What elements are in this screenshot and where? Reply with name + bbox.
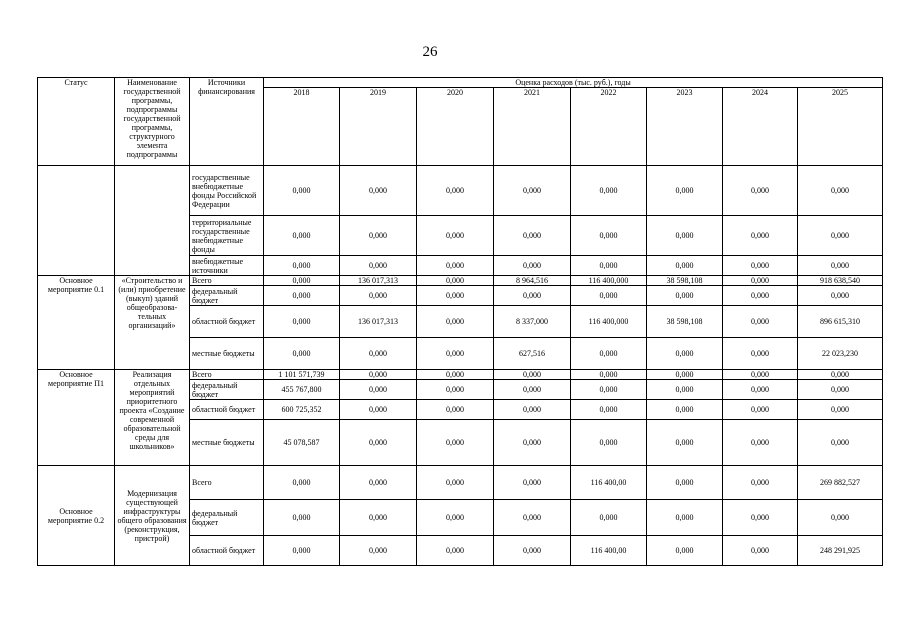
value-cell: 455 767,800 xyxy=(264,380,340,400)
value-cell: 0,000 xyxy=(647,380,723,400)
value-cell: 0,000 xyxy=(723,216,798,256)
value-cell: 116 400,000 xyxy=(571,306,647,338)
value-cell: 0,000 xyxy=(340,536,417,566)
value-cell: 0,000 xyxy=(264,500,340,536)
value-cell: 0,000 xyxy=(417,256,494,276)
value-cell: 0,000 xyxy=(494,166,571,216)
source-cell: федеральный бюджет xyxy=(190,286,264,306)
name-cell: «Строительство и (или) приобретение (выкуп) зданий общеобразова-тельных организаций» xyxy=(115,276,190,370)
source-cell: местные бюджеты xyxy=(190,420,264,466)
value-cell: 0,000 xyxy=(340,500,417,536)
value-cell: 22 023,230 xyxy=(798,338,883,370)
source-cell: федеральный бюджет xyxy=(190,500,264,536)
value-cell: 0,000 xyxy=(417,500,494,536)
value-cell: 0,000 xyxy=(417,466,494,500)
value-cell: 0,000 xyxy=(571,166,647,216)
value-cell: 0,000 xyxy=(798,166,883,216)
status-cell: Основное мероприятие П1 xyxy=(38,370,115,466)
status-cell xyxy=(38,166,115,276)
table-row xyxy=(38,370,883,380)
value-cell: 0,000 xyxy=(723,420,798,466)
value-cell: 0,000 xyxy=(571,370,647,380)
source-cell: областной бюджет xyxy=(190,536,264,566)
budget-table xyxy=(37,77,883,566)
value-cell: 0,000 xyxy=(571,286,647,306)
value-cell: 0,000 xyxy=(494,500,571,536)
value-cell: 136 017,313 xyxy=(340,276,417,286)
value-cell: 0,000 xyxy=(264,256,340,276)
source-cell: Всего xyxy=(190,276,264,286)
value-cell: 0,000 xyxy=(494,536,571,566)
name-header: Наименование государственной программы, подпрограммы государственной программы, структурного элемента подпрограммы xyxy=(115,78,190,166)
value-cell: 0,000 xyxy=(723,500,798,536)
name-cell xyxy=(115,166,190,276)
value-cell: 0,000 xyxy=(417,216,494,256)
value-cell: 0,000 xyxy=(647,166,723,216)
value-cell: 0,000 xyxy=(494,286,571,306)
value-cell: 0,000 xyxy=(571,216,647,256)
value-cell: 0,000 xyxy=(494,420,571,466)
value-cell: 116 400,00 xyxy=(571,536,647,566)
value-cell: 0,000 xyxy=(494,256,571,276)
value-cell: 0,000 xyxy=(494,370,571,380)
value-cell: 248 291,925 xyxy=(798,536,883,566)
value-cell: 0,000 xyxy=(340,216,417,256)
year-header: 2020 xyxy=(417,88,494,166)
value-cell: 0,000 xyxy=(798,286,883,306)
year-header: 2022 xyxy=(571,88,647,166)
value-cell: 0,000 xyxy=(264,216,340,256)
value-cell: 0,000 xyxy=(723,370,798,380)
value-cell: 0,000 xyxy=(647,420,723,466)
year-header: 2023 xyxy=(647,88,723,166)
source-cell: Всего xyxy=(190,466,264,500)
value-cell: 0,000 xyxy=(417,420,494,466)
source-cell: местные бюджеты xyxy=(190,338,264,370)
value-cell: 0,000 xyxy=(417,306,494,338)
source-cell: федеральный бюджет xyxy=(190,380,264,400)
value-cell: 0,000 xyxy=(571,256,647,276)
value-cell: 0,000 xyxy=(417,286,494,306)
value-cell: 0,000 xyxy=(340,420,417,466)
value-cell: 0,000 xyxy=(647,400,723,420)
value-cell: 0,000 xyxy=(723,166,798,216)
status-header: Статус xyxy=(38,78,115,166)
table-row xyxy=(38,466,883,500)
value-cell: 0,000 xyxy=(417,380,494,400)
value-cell: 0,000 xyxy=(647,370,723,380)
value-cell: 0,000 xyxy=(798,380,883,400)
value-cell: 0,000 xyxy=(723,286,798,306)
value-cell: 918 638,540 xyxy=(798,276,883,286)
year-header: 2024 xyxy=(723,88,798,166)
value-cell: 0,000 xyxy=(417,276,494,286)
value-cell: 0,000 xyxy=(571,420,647,466)
header-row xyxy=(38,78,883,88)
value-cell: 0,000 xyxy=(723,338,798,370)
value-cell: 116 400,000 xyxy=(571,276,647,286)
value-cell: 0,000 xyxy=(340,256,417,276)
value-cell: 0,000 xyxy=(340,466,417,500)
name-cell: Модернизация существующей инфраструктуры общего образования (реконструкция, пристрой) xyxy=(115,466,190,566)
value-cell: 0,000 xyxy=(264,536,340,566)
value-cell: 0,000 xyxy=(340,286,417,306)
value-cell: 0,000 xyxy=(647,256,723,276)
value-cell: 896 615,310 xyxy=(798,306,883,338)
value-cell: 0,000 xyxy=(417,338,494,370)
value-cell: 0,000 xyxy=(647,338,723,370)
value-cell: 0,000 xyxy=(723,256,798,276)
year-header: 2025 xyxy=(798,88,883,166)
value-cell: 0,000 xyxy=(494,466,571,500)
value-cell: 0,000 xyxy=(417,536,494,566)
value-cell: 0,000 xyxy=(264,286,340,306)
source-cell: областной бюджет xyxy=(190,400,264,420)
value-cell: 0,000 xyxy=(723,466,798,500)
value-cell: 38 598,108 xyxy=(647,306,723,338)
value-cell: 0,000 xyxy=(340,338,417,370)
source-cell: Всего xyxy=(190,370,264,380)
value-cell: 45 078,587 xyxy=(264,420,340,466)
value-cell: 0,000 xyxy=(647,500,723,536)
status-cell: Основное мероприятие 0.2 xyxy=(38,466,115,566)
value-cell: 0,000 xyxy=(340,370,417,380)
year-header: 2018 xyxy=(264,88,340,166)
value-cell: 0,000 xyxy=(340,380,417,400)
value-cell: 0,000 xyxy=(798,420,883,466)
source-cell: областной бюджет xyxy=(190,306,264,338)
year-header: 2019 xyxy=(340,88,417,166)
value-cell: 627,516 xyxy=(494,338,571,370)
value-cell: 0,000 xyxy=(798,500,883,536)
source-cell: территориальные государственные внебюджетные фонды xyxy=(190,216,264,256)
value-cell: 116 400,00 xyxy=(571,466,647,500)
status-cell: Основное мероприятие 0.1 xyxy=(38,276,115,370)
sources-header: Источники финансирования xyxy=(190,78,264,166)
estimate-header: Оценка расходов (тыс. руб.), годы xyxy=(264,78,883,88)
value-cell: 0,000 xyxy=(571,338,647,370)
value-cell: 0,000 xyxy=(798,400,883,420)
value-cell: 0,000 xyxy=(417,400,494,420)
value-cell: 0,000 xyxy=(264,466,340,500)
value-cell: 0,000 xyxy=(798,256,883,276)
value-cell: 0,000 xyxy=(494,400,571,420)
value-cell: 0,000 xyxy=(647,286,723,306)
value-cell: 600 725,352 xyxy=(264,400,340,420)
value-cell: 0,000 xyxy=(264,166,340,216)
value-cell: 269 882,527 xyxy=(798,466,883,500)
page-number: 26 xyxy=(422,44,438,60)
table-row xyxy=(38,166,883,216)
value-cell: 8 337,000 xyxy=(494,306,571,338)
source-cell: внебюджетные источники xyxy=(190,256,264,276)
value-cell: 0,000 xyxy=(723,380,798,400)
value-cell: 0,000 xyxy=(264,306,340,338)
value-cell: 0,000 xyxy=(571,500,647,536)
value-cell: 0,000 xyxy=(417,166,494,216)
value-cell: 0,000 xyxy=(417,370,494,380)
value-cell: 0,000 xyxy=(647,216,723,256)
value-cell: 0,000 xyxy=(798,370,883,380)
value-cell: 0,000 xyxy=(264,276,340,286)
value-cell: 0,000 xyxy=(723,276,798,286)
table-row xyxy=(38,276,883,286)
value-cell: 0,000 xyxy=(647,536,723,566)
name-cell: Реализация отдельных мероприятий приоритетного проекта «Создание современной образовательной среды для школьников» xyxy=(115,370,190,466)
value-cell: 0,000 xyxy=(798,216,883,256)
value-cell: 38 598,108 xyxy=(647,276,723,286)
value-cell: 0,000 xyxy=(494,380,571,400)
value-cell: 136 017,313 xyxy=(340,306,417,338)
value-cell: 1 101 571,739 xyxy=(264,370,340,380)
value-cell: 0,000 xyxy=(494,216,571,256)
year-header: 2021 xyxy=(494,88,571,166)
value-cell: 0,000 xyxy=(340,400,417,420)
value-cell: 0,000 xyxy=(571,400,647,420)
value-cell: 0,000 xyxy=(571,380,647,400)
value-cell: 0,000 xyxy=(340,166,417,216)
source-cell: государственные внебюджетные фонды Российской Федерации xyxy=(190,166,264,216)
value-cell: 0,000 xyxy=(723,306,798,338)
value-cell: 0,000 xyxy=(723,536,798,566)
value-cell: 0,000 xyxy=(647,466,723,500)
value-cell: 8 964,516 xyxy=(494,276,571,286)
value-cell: 0,000 xyxy=(264,338,340,370)
value-cell: 0,000 xyxy=(723,400,798,420)
